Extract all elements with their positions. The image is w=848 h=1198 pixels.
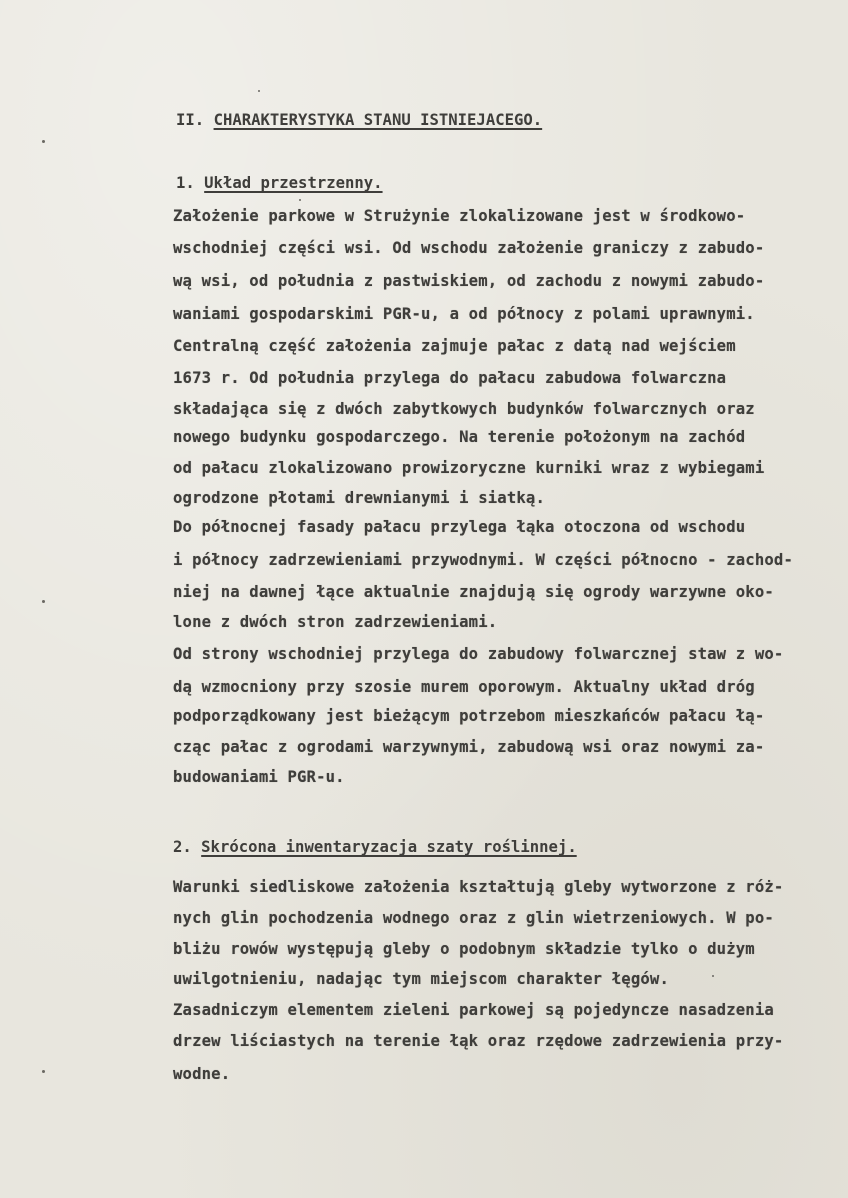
section-1-heading — [176, 174, 383, 192]
text-line: nych glin pochodzenia wodnego oraz z glin wietrzeniowych. W po- — [173, 909, 774, 927]
text-line: nowego budynku gospodarczego. Na terenie położonym na zachód — [173, 428, 746, 446]
text-line: wschodniej części wsi. Od wschodu założenie graniczy z zabudo- — [173, 239, 765, 257]
text-line: i północy zadrzewieniami przywodnymi. W części północno - zachod- — [173, 551, 793, 569]
text-line: ogrodzone płotami drewnianymi i siatką. — [173, 489, 545, 507]
main-heading — [176, 111, 542, 129]
text-line: dą wzmocniony przy szosie murem oporowym. Aktualny układ dróg — [173, 678, 755, 696]
text-line: Zasadniczym elementem zieleni parkowej są pojedyncze nasadzenia — [173, 1001, 774, 1019]
section-2-number: 2. — [173, 838, 192, 856]
text-line: wodne. — [173, 1065, 231, 1083]
text-line: Centralną część założenia zajmuje pałac z datą nad wejściem — [173, 337, 736, 355]
text-line: cząc pałac z ogrodami warzywnymi, zabudową wsi oraz nowymi za- — [173, 738, 765, 756]
text-line: składająca się z dwóch zabytkowych budynków folwarcznych oraz — [173, 400, 755, 418]
text-line: 1673 r. Od południa przylega do pałacu zabudowa folwarczna — [173, 369, 727, 387]
text-line: Warunki siedliskowe założenia kształtują gleby wytworzone z róż- — [173, 878, 784, 896]
text-line: budowaniami PGR-u. — [173, 768, 345, 786]
main-heading-number: II. — [176, 111, 205, 129]
section-2-heading — [173, 838, 577, 856]
text-line: niej na dawnej łące aktualnie znajdują się ogrody warzywne oko- — [173, 583, 774, 601]
text-line: Od strony wschodniej przylega do zabudowy folwarcznej staw z wo- — [173, 645, 784, 663]
text-line: waniami gospodarskimi PGR-u, a od północy z polami uprawnymi. — [173, 305, 755, 323]
paper-speck — [42, 600, 45, 603]
section-1-title: Układ przestrzenny. — [204, 174, 383, 192]
section-1-number: 1. — [176, 174, 195, 192]
paper-speck — [712, 975, 714, 977]
text-line: lone z dwóch stron zadrzewieniami. — [173, 613, 498, 631]
section-2-title: Skrócona inwentaryzacja szaty roślinnej. — [201, 838, 577, 856]
main-heading-title: CHARAKTERYSTYKA STANU ISTNIEJACEGO. — [213, 111, 543, 129]
text-line: Do północnej fasady pałacu przylega łąka otoczona od wschodu — [173, 518, 746, 536]
text-line: wą wsi, od południa z pastwiskiem, od zachodu z nowymi zabudo- — [173, 272, 765, 290]
text-line: uwilgotnieniu, nadając tym miejscom charakter łęgów. — [173, 970, 669, 988]
paper-speck — [258, 90, 260, 92]
paper-speck — [42, 140, 45, 143]
text-line: bliżu rowów występują gleby o podobnym składzie tylko o dużym — [173, 940, 755, 958]
paper-speck — [299, 199, 301, 201]
text-line: Założenie parkowe w Strużynie zlokalizowane jest w środkowo- — [173, 207, 746, 225]
paper-speck — [42, 1070, 45, 1073]
text-line: od pałacu zlokalizowano prowizoryczne kurniki wraz z wybiegami — [173, 459, 765, 477]
text-line: drzew liściastych na terenie łąk oraz rzędowe zadrzewienia przy- — [173, 1032, 784, 1050]
text-line: podporządkowany jest bieżącym potrzebom mieszkańców pałacu łą- — [173, 707, 765, 725]
